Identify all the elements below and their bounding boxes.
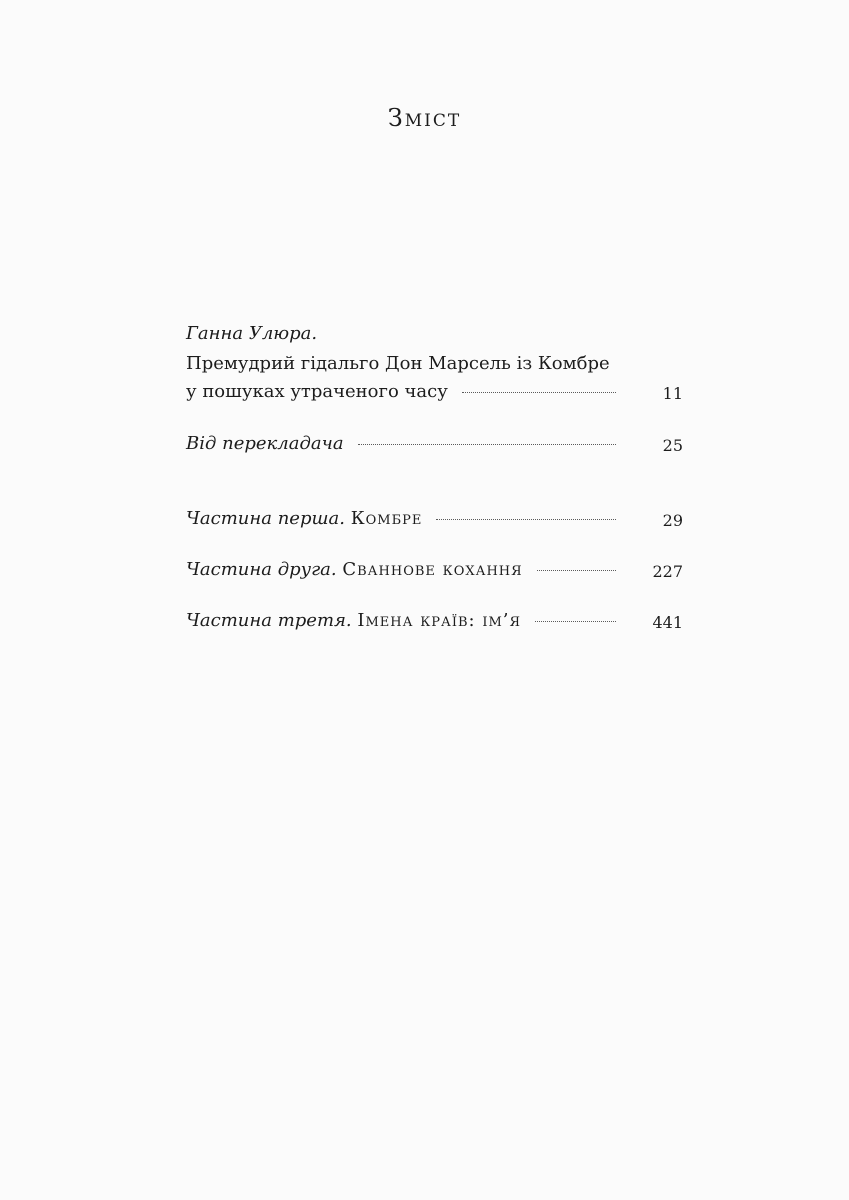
toc-entry-part-2[interactable]: [186, 556, 683, 584]
essay-title-line-1: Премудрий гідальго Дон Марсель із Комбре: [186, 353, 610, 374]
dot-leader: [436, 519, 616, 520]
toc-entry-essay[interactable]: [186, 378, 683, 406]
essay-title-line-2: у пошуках утраченого часу: [186, 381, 448, 402]
page-number: 29: [662, 511, 683, 530]
part-prefix: Частина третя.: [186, 610, 352, 631]
part-prefix: Частина друга.: [186, 559, 337, 580]
essay-author: Ганна Улюра.: [186, 323, 318, 344]
part-title: Комбре: [350, 508, 423, 529]
dot-leader: [535, 621, 616, 622]
page-number: 25: [662, 436, 683, 455]
toc-entry-part-3[interactable]: [186, 607, 683, 635]
page-number: 441: [652, 613, 683, 632]
part-title: Сваннове кохання: [342, 559, 523, 580]
part-prefix: Частина перша.: [186, 508, 345, 529]
dot-leader: [358, 444, 616, 445]
part-title: Імена країв: ім’я: [357, 610, 522, 631]
page-number: 227: [652, 562, 683, 581]
toc-entry-part-1[interactable]: [186, 505, 683, 533]
dot-leader: [462, 392, 616, 393]
toc-entry-translator[interactable]: [186, 430, 683, 458]
page-title: Зміст: [387, 104, 462, 132]
dot-leader: [537, 570, 616, 571]
translator-note-label: Від перекладача: [186, 433, 344, 454]
page-number: 11: [662, 384, 683, 403]
